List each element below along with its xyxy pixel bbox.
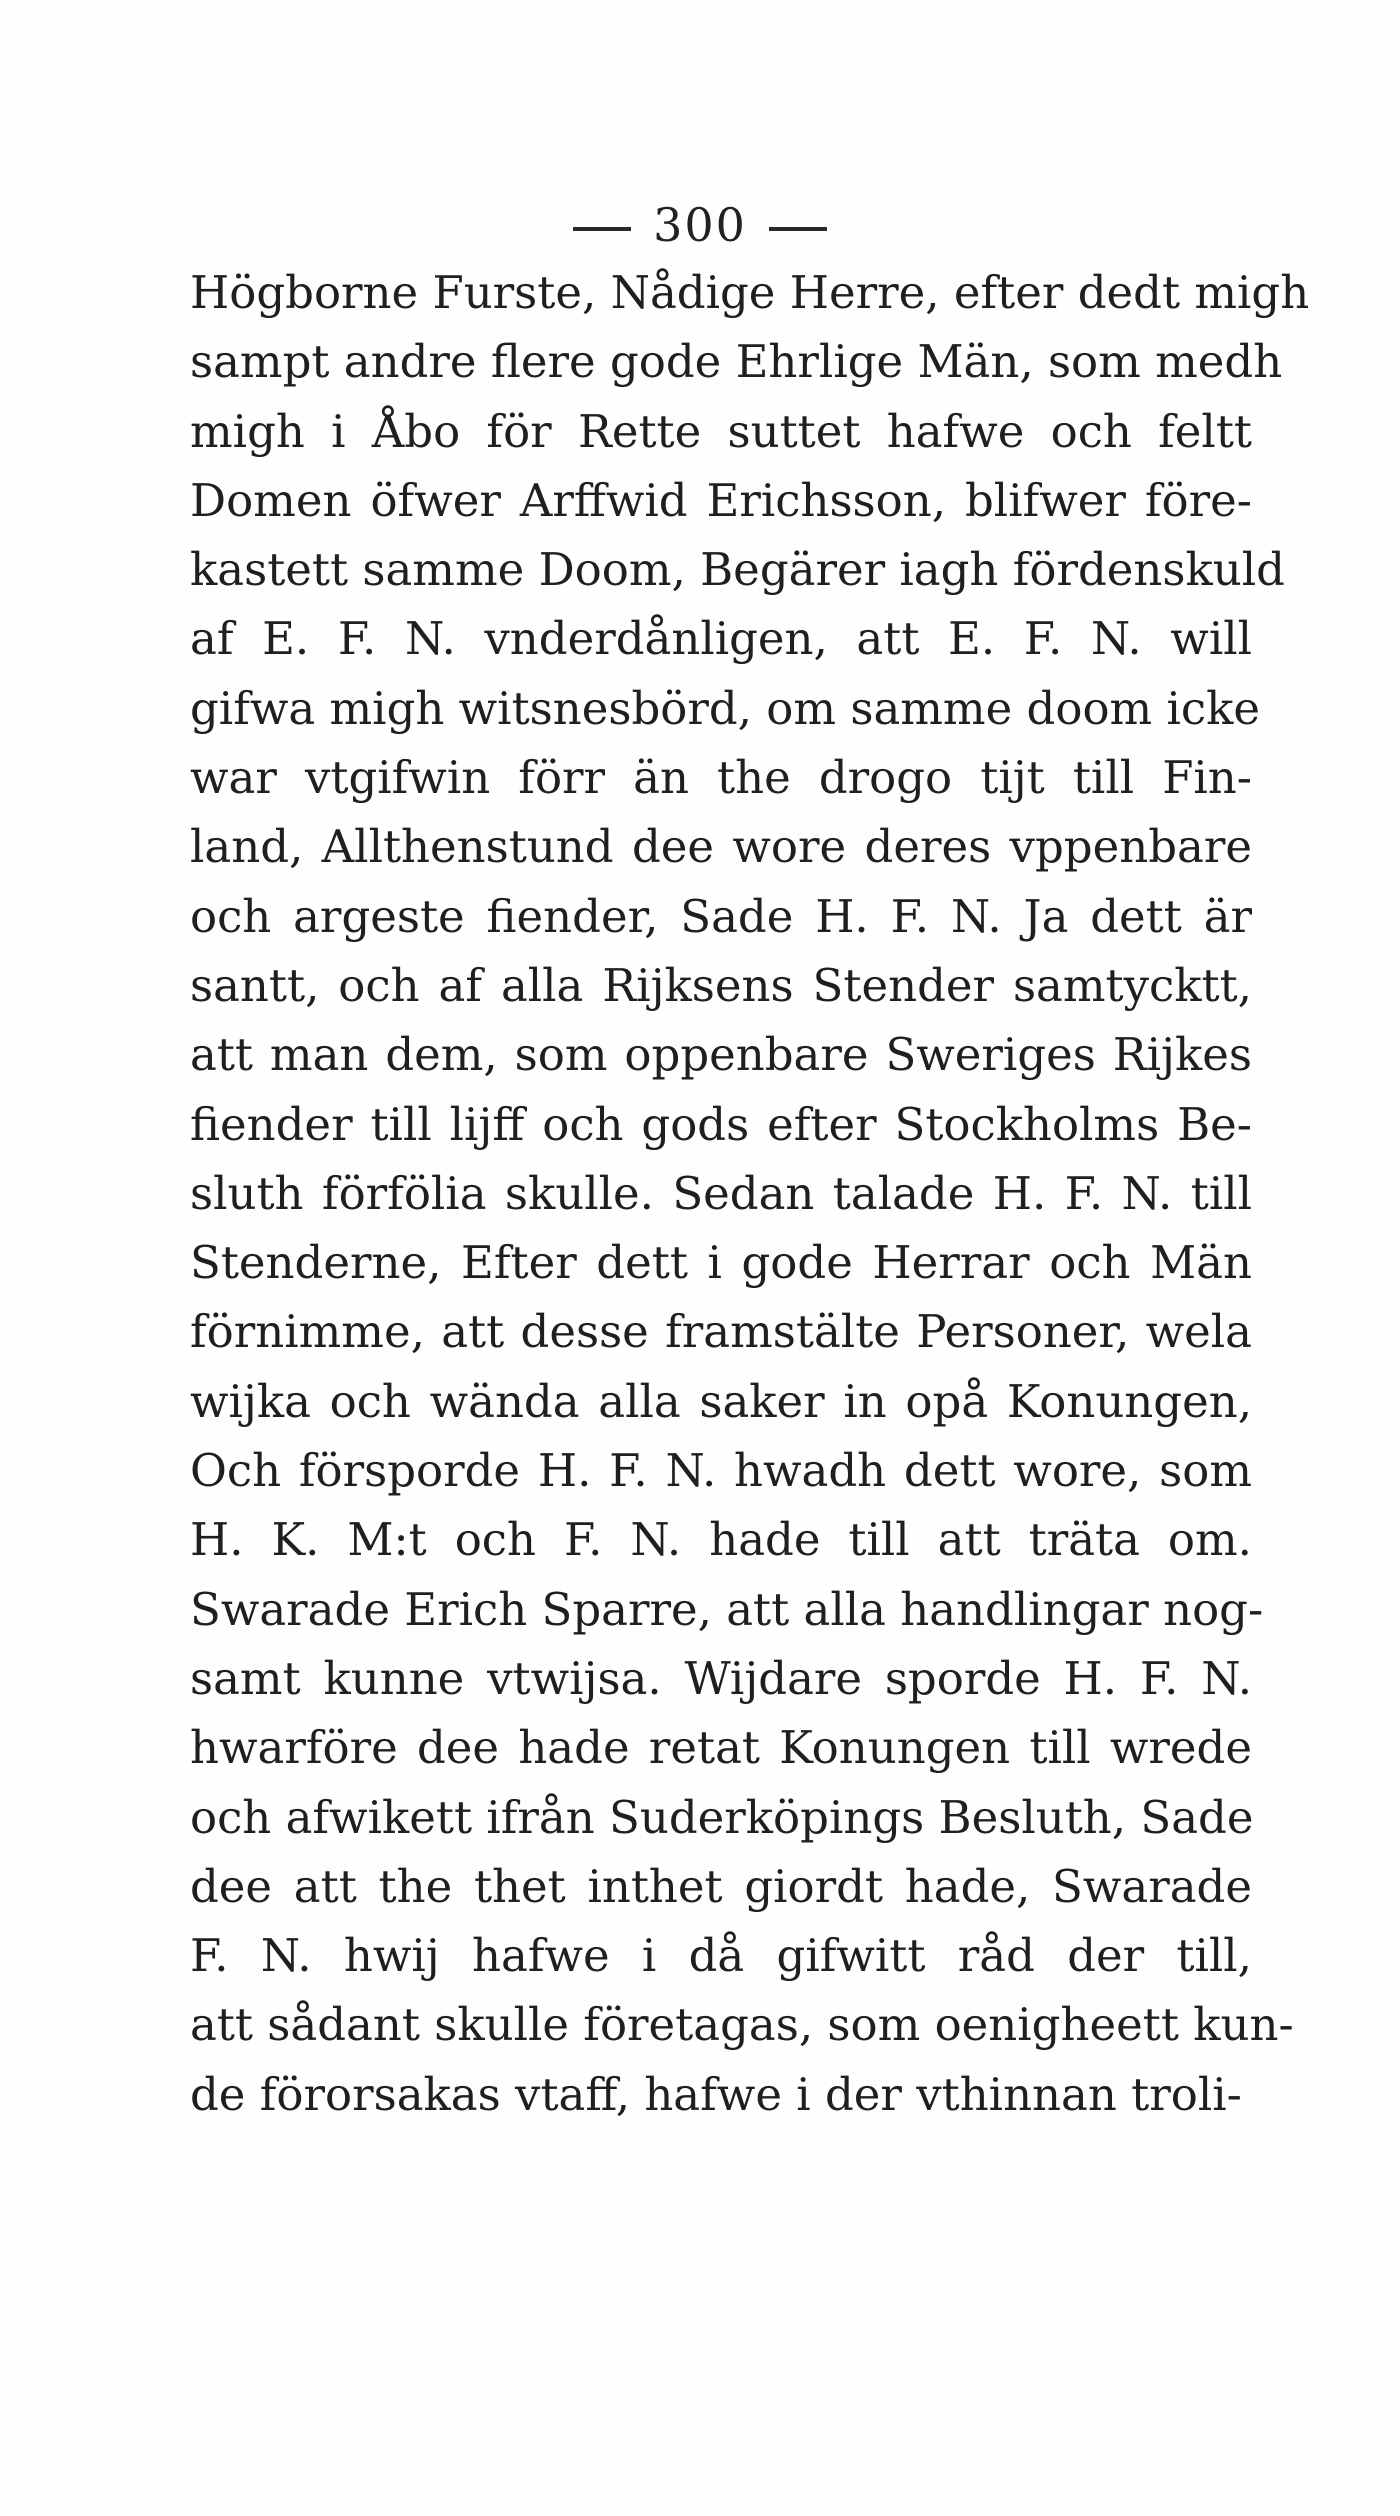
body-text xyxy=(190,258,1310,2129)
text-line: fiender till lijff och gods efter Stockholms Be- xyxy=(190,1097,1252,1151)
text-line: de förorsakas vtaff, hafwe i der vthinnan troli- xyxy=(190,2067,1242,2121)
text-line: af E. F. N. vnderdånligen, att E. F. N. will xyxy=(190,612,1252,666)
text-line: förnimme, att desse framstälte Personer, wela xyxy=(190,1305,1252,1359)
text-line: Stenderne, Efter dett i gode Herrar och Män xyxy=(190,1236,1252,1290)
text-line: Swarade Erich Sparre, att alla handlingar nog- xyxy=(190,1582,1264,1636)
text-line: och afwikett ifrån Suderköpings Besluth, Sade xyxy=(190,1790,1254,1844)
text-line: santt, och af alla Rijksens Stender samtycktt, xyxy=(190,958,1252,1012)
text-line: och argeste fiender, Sade H. F. N. Ja dett är xyxy=(190,889,1252,943)
text-line: F. N. hwij hafwe i då gifwitt råd der till, xyxy=(190,1929,1252,1983)
text-line: Och försporde H. F. N. hwadh dett wore, som xyxy=(190,1444,1252,1498)
text-line: hwarföre dee hade retat Konungen till wrede xyxy=(190,1721,1252,1775)
right-dash xyxy=(769,227,827,231)
text-line: sampt andre flere gode Ehrlige Män, som medh xyxy=(190,335,1283,389)
text-line: wijka och wända alla saker in opå Konungen, xyxy=(190,1374,1252,1428)
text-line: samt kunne vtwijsa. Wijdare sporde H. F. N. xyxy=(190,1651,1252,1705)
left-dash xyxy=(573,227,631,231)
text-line: Högborne Furste, Nådige Herre, efter dedt migh xyxy=(190,266,1310,319)
text-line: war vtgifwin förr än the drogo tijt till Fin- xyxy=(190,751,1252,805)
page-number: 300 xyxy=(653,198,747,252)
text-line: Domen öfwer Arffwid Erichsson, blifwer före- xyxy=(190,473,1252,527)
text-line: H. K. M:t och F. N. hade till att träta om. xyxy=(190,1513,1252,1567)
text-line: dee att the thet inthet giordt hade, Swarade xyxy=(190,1859,1252,1913)
text-line: migh i Åbo för Rette suttet hafwe och feltt xyxy=(190,404,1252,458)
text-line: att man dem, som oppenbare Sweriges Rijkes xyxy=(190,1028,1252,1082)
text-line: att sådant skulle företagas, som oenigheett kun- xyxy=(190,1998,1294,2052)
text-line: kastett samme Doom, Begärer iagh fördenskuld xyxy=(190,543,1285,597)
page-header xyxy=(0,198,1400,252)
text-line: sluth förfölia skulle. Sedan talade H. F. N. till xyxy=(190,1166,1252,1220)
text-line: land, Allthenstund dee wore deres vppenbare xyxy=(190,820,1252,874)
text-line: gifwa migh witsnesbörd, om samme doom icke xyxy=(190,681,1261,735)
